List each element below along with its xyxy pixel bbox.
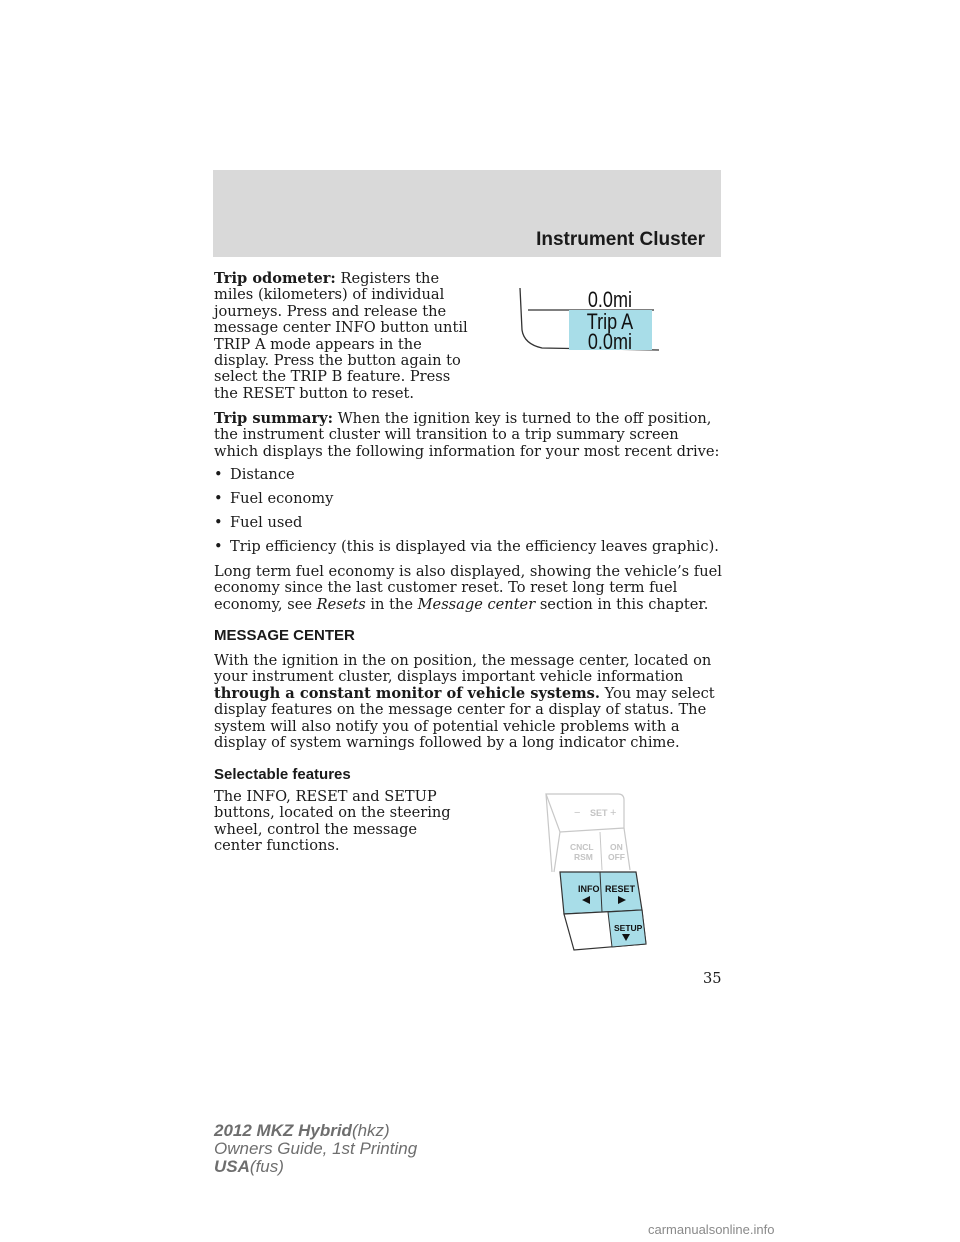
message-center-paragraph: [214, 653, 724, 751]
footer-market: USA: [214, 1157, 250, 1176]
set-minus-label: −: [574, 807, 581, 819]
watermark: carmanualsonline.info: [648, 1222, 775, 1237]
display-bottom-value: 0.0mi: [587, 330, 632, 354]
bullet-trip-efficiency: Trip efficiency (this is displayed via the efficiency leaves graphic).: [230, 538, 719, 555]
section-title: Instrument Cluster: [536, 229, 705, 250]
bullet-fuel-used: Fuel used: [230, 514, 303, 531]
trip-display-illustration: [514, 282, 659, 354]
off-label: OFF: [608, 852, 625, 862]
trip-odometer-label: Trip odometer:: [214, 270, 336, 287]
message-center-bold-phrase: through a constant monitor of vehicle systems.: [214, 684, 600, 702]
display-top-value: 0.0mi: [587, 288, 632, 313]
message-center-reference: Message center: [417, 595, 536, 613]
message-center-text: With the ignition in the on position, the message center, located on your instrument cluster, displays important vehicle information: [214, 652, 712, 686]
footer-market-code: (fus): [249, 1157, 284, 1176]
reset-label: RESET: [605, 884, 636, 894]
info-label: INFO: [578, 884, 600, 894]
section-header-band: [213, 170, 721, 257]
on-label: ON: [610, 842, 623, 852]
long-term-text-end: section in this chapter.: [539, 595, 709, 613]
list-item: • Fuel used: [214, 514, 303, 531]
footer-model: 2012 MKZ Hybrid: [214, 1121, 352, 1140]
bullet-distance: Distance: [230, 466, 295, 483]
footer-edition: Owners Guide, 1st Printing: [214, 1139, 418, 1158]
selectable-features-heading: Selectable features: [214, 766, 351, 783]
selectable-features-paragraph: The INFO, RESET and SETUP buttons, located on the steering wheel, control the message center functions.: [214, 788, 451, 855]
list-item: • Trip efficiency (this is displayed via the efficiency leaves graphic).: [214, 538, 719, 555]
message-center-text-end: You may select display features on the message center for a display of status. The system will also notify you of potential vehicle problems with a display of system warnings followed by a long indicator chime.: [214, 684, 715, 752]
trip-summary-text: When the ignition key is turned to the off position, the instrument cluster will transition to a trip summary screen which displays the following information for your most recent drive:: [214, 410, 720, 460]
trip-odometer-text: Registers the miles (kilometers) of individual journeys. Press and release the message center INFO button until TRIP A mode appears in the display. Press the button again to select the TRIP B feature. Press the RESET button to reset.: [214, 270, 468, 402]
document-footer: [214, 1122, 417, 1176]
trip-summary-paragraph: [214, 411, 724, 460]
cncl-label: CNCL: [570, 842, 594, 852]
list-item: • Fuel economy: [214, 490, 334, 507]
setup-label: SETUP: [614, 923, 643, 933]
footer-model-code: (hkz): [351, 1121, 390, 1140]
set-plus-label: +: [610, 807, 617, 819]
message-center-heading: MESSAGE CENTER: [214, 627, 355, 644]
list-item: • Distance: [214, 466, 295, 483]
page-number: 35: [703, 970, 722, 987]
trip-summary-label: Trip summary:: [214, 410, 334, 427]
steering-wheel-buttons-illustration: [540, 792, 655, 954]
resets-reference: Resets: [316, 595, 366, 613]
display-mode-label: Trip A: [586, 310, 634, 335]
set-label: SET: [590, 808, 608, 818]
trip-odometer-paragraph: [214, 271, 474, 402]
long-term-paragraph: [214, 564, 724, 613]
rsm-label: RSM: [574, 852, 593, 862]
long-term-text: Long term fuel economy is also displayed, showing the vehicle’s fuel economy since the last customer reset. To reset long term fuel economy, see: [214, 563, 722, 613]
bullet-fuel-economy: Fuel economy: [230, 490, 334, 507]
long-term-text-mid: in the: [370, 595, 413, 613]
